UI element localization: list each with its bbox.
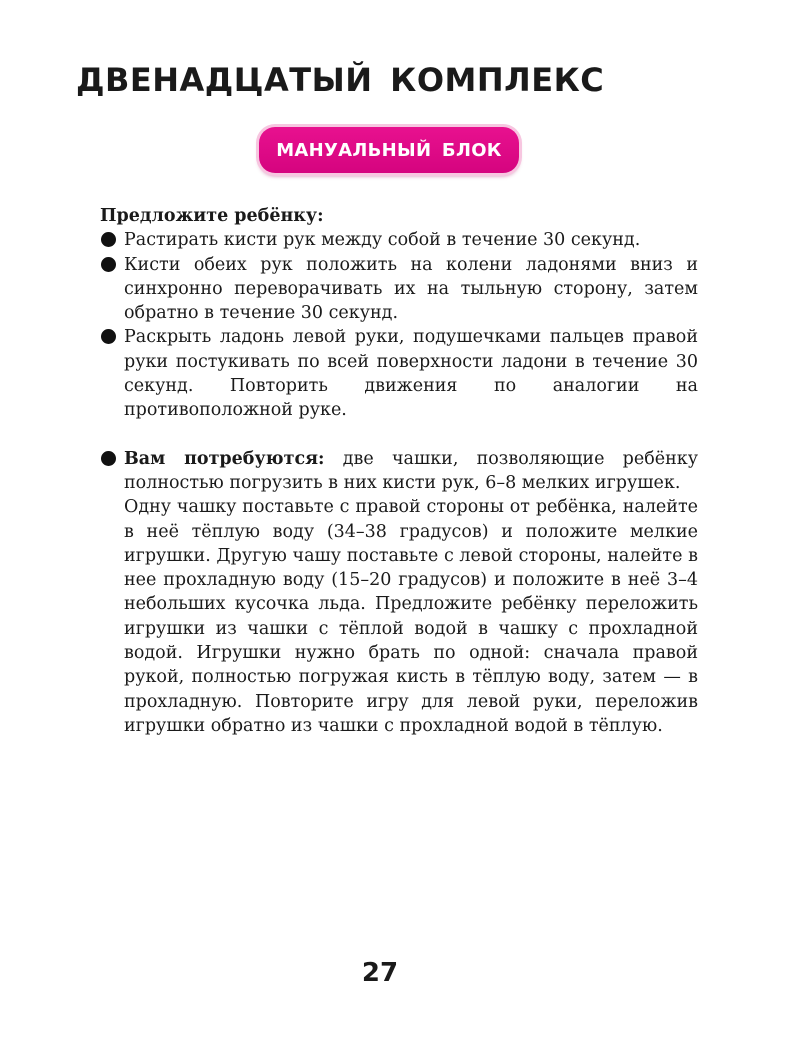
materials-text: две чашки, позволяющие ребёнку полностью погрузить в них кисти рук, 6–8 мелких игрушек. xyxy=(124,448,698,493)
list-item-text: Растирать кисти рук между собой в течение 30 секунд. xyxy=(124,230,641,251)
bullet-icon xyxy=(101,451,116,466)
body-text xyxy=(100,204,698,738)
bullet-icon xyxy=(101,329,116,344)
list-item xyxy=(100,253,698,326)
section-badge-label: МАНУАЛЬНЫЙ БЛОК xyxy=(276,139,502,161)
spacer xyxy=(100,423,698,447)
list-item-text: Кисти обеих рук положить на колени ладонями вниз и синхронно переворачивать их на тыльную сторону, затем обратно в течение 30 секунд. xyxy=(124,254,698,324)
page-title: ДВЕНАДЦАТЫЙ КОМПЛЕКС xyxy=(76,61,605,99)
bullet-icon xyxy=(101,257,116,272)
list-item xyxy=(100,228,698,252)
materials-item xyxy=(100,447,698,739)
list-item-text: Раскрыть ладонь левой руки, подушечками пальцев правой руки постукивать по всей поверхности ладони в течение 30 секунд. Повторить движения по аналогии на противоположной руке. xyxy=(124,327,698,421)
game-instructions: Одну чашку поставьте с правой стороны от ребёнка, налейте в неё тёплую воду (34–38 градусов) и положите мелкие игрушки. Другую чашу поставьте с левой стороны, налейте в нее прохладную воду (15–20 градусов) и положите в неё 3–4 небольших кусочка льда. Предложите ребёнку переложить игрушки из чашки с тёплой водой в чашку с прохладной водой. Игрушки нужно брать по одной: сначала правой рукой, полностью погружая кисть в тёплую воду, затем — в прохладную. Повторите игру для левой руки, переложив игрушки обратно из чашки с прохладной водой в тёплую. xyxy=(124,497,698,736)
exercise-list xyxy=(100,228,698,422)
bullet-icon xyxy=(101,232,116,247)
list-item xyxy=(100,325,698,422)
page-number: 27 xyxy=(361,958,399,988)
intro-line: Предложите ребёнку: xyxy=(100,206,324,226)
materials-label: Вам потребуются: xyxy=(124,448,325,469)
section-badge xyxy=(259,127,519,173)
materials-line xyxy=(124,447,698,496)
